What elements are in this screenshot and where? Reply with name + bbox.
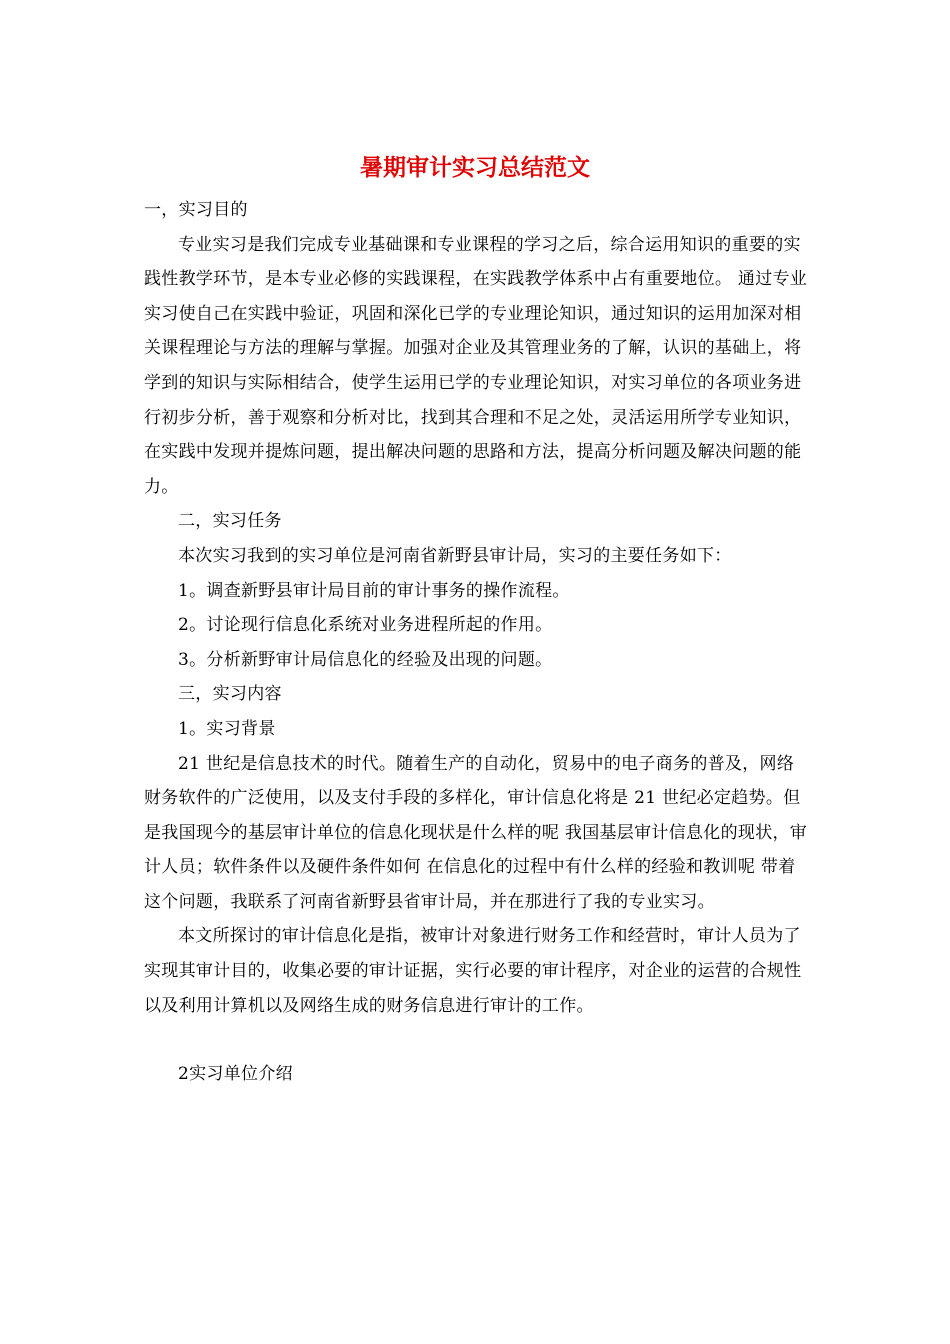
- subsection1-paragraph-2: 本文所探讨的审计信息化是指，被审计对象进行财务工作和经营时，审计人员为了实现其审计目的，收集必要的审计证据，实行必要的审计程序，对企业的运营的合规性以及利用计算机以及网络生成的财务信息进行审计的工作。: [144, 926, 802, 1016]
- document-body: [144, 193, 810, 1092]
- section2-intro: 本次实习我到的实习单位是河南省新野县审计局，实习的主要任务如下：: [178, 545, 732, 566]
- subsection1-paragraph-1: 21 世纪是信息技术的时代。随着生产的自动化，贸易中的电子商务的普及，网络财务软件的广泛使用，以及支付手段的多样化，审计信息化将是 21 世纪必定趋势。但是我国现今的基层审计单位的信息化现状是什么样的呢 我国基层审计信息化的现状，审计人员；软件条件以及硬件条件如何 在信息化的过程中有什么样的经验和教训呢 带着这个问题，我联系了河南省新野县省审计局，并在那进行了我的专业实习。: [144, 753, 808, 912]
- subsection2-heading: 2实习单位介绍: [178, 1064, 293, 1085]
- task-item-2: 2。讨论现行信息化系统对业务进程所起的作用。: [178, 615, 553, 636]
- task-item-1: 1。调查新野县审计局目前的审计事务的操作流程。: [178, 580, 570, 601]
- document-title: 暑期审计实习总结范文: [360, 155, 590, 181]
- section3-heading: 三，实习内容: [178, 684, 282, 705]
- section1-heading: 一，实习目的: [144, 200, 248, 220]
- section2-heading: 二，实习任务: [178, 511, 282, 532]
- task-item-3: 3。分析新野审计局信息化的经验及出现的问题。: [178, 649, 553, 670]
- section1-paragraph: 专业实习是我们完成专业基础课和专业课程的学习之后，综合运用知识的重要的实践性教学环节，是本专业必修的实践课程，在实践教学体系中占有重要地位。 通过专业实习使自己在实践中验证，巩固和深化已学的专业理论知识，通过知识的运用加深对相关课程理论与方法的理解与掌握。加强对企业及其管理业务的了解，认识的基础上，将学到的知识与实际相结合，使学生运用已学的专业理论知识，对实习单位的各项业务进行初步分析，善于观察和分析对比，找到其合理和不足之处，灵活运用所学专业知识，在实践中发现并提炼问题，提出解决问题的思路和方法，提高分析问题及解决问题的能力。: [144, 234, 808, 497]
- subsection1-heading: 1。实习背景: [178, 718, 276, 739]
